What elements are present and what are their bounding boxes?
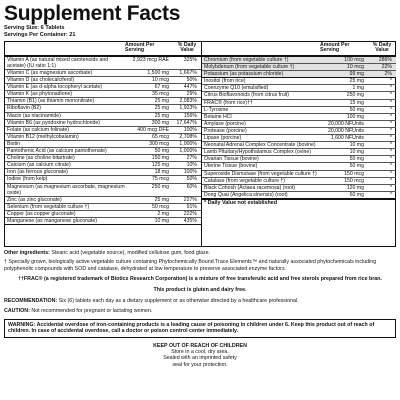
nutrient-amount: 50 mg: [349, 106, 364, 113]
nutrient-amount: 150 mcg: [344, 177, 364, 184]
nutrient-row: [5, 197, 201, 204]
nutrient-row: [5, 211, 201, 218]
nutrient-dv: *: [389, 99, 392, 106]
nutrient-row: [202, 85, 396, 92]
left-header: [5, 42, 201, 57]
other-ingredients: [4, 250, 396, 256]
nutrient-dv: 1,000%: [179, 140, 197, 147]
nutrient-row: [202, 78, 396, 85]
nutrient-dv: 2,083%: [179, 98, 197, 105]
nutrient-name: Inositol (from rice): [204, 78, 246, 85]
nutrient-name: Iodine (from kelp): [7, 176, 48, 183]
nutrient-amount: 10 mcg: [346, 64, 364, 71]
nutrient-name: Vitamin B6 (as pyridoxine hydrochloride): [7, 119, 101, 126]
nutrient-amount: 67 mg: [154, 84, 169, 91]
nutrient-name: Vitamin K (as phytonadione): [7, 91, 73, 98]
nutrient-dv: *: [389, 177, 392, 184]
nutrient-name: Potassium (as potassium chloride): [204, 71, 284, 78]
recommendation: [4, 298, 396, 304]
nutrient-amount: 15 mg: [349, 99, 364, 106]
dv-header: % Daily Value: [177, 41, 197, 54]
nutrient-dv: 17,647%: [176, 119, 197, 126]
nutrient-dv: 447%: [183, 84, 197, 91]
nutrient-dv: *: [389, 92, 392, 99]
nutrient-amount: 50 mg: [349, 163, 364, 170]
nutrient-dv: 227%: [183, 196, 197, 203]
nutrient-row: [5, 84, 201, 91]
nutrient-dv: 91%: [186, 203, 197, 210]
nutrient-row: [5, 77, 201, 84]
storage-line: Sealed with an imprinted safety: [163, 355, 237, 362]
nutrient-dv: 1,667%: [179, 70, 197, 76]
nutrient-name: Chromium (from vegetable culture †): [204, 57, 289, 63]
nutrient-row: [5, 98, 201, 105]
nutrient-dv: 50%: [186, 77, 197, 84]
nutrient-amount: 120 mg: [346, 184, 364, 191]
nutrient-amount: 1,600 NFUnits: [330, 135, 364, 142]
nutrient-amount: 300 mcg: [149, 140, 169, 147]
nutrient-name: Biotin: [7, 140, 20, 147]
nutrient-name: Lipase (porcine): [204, 135, 242, 142]
nutrient-row: [5, 148, 201, 155]
nutrient-row: [5, 204, 201, 211]
iron-warning-box: WARNING: Accidental overdose of iron-containing products is a leading cause of poisoning in children under 6. Keep this product out of reach of children. In case of accidental overdose, call a doctor or poison control center immediately.: [4, 319, 396, 338]
nutrient-amount: 100 mcg: [344, 57, 364, 63]
nutrient-name: Amylase (porcine): [204, 120, 246, 127]
nutrient-row: [202, 92, 396, 99]
nutrient-amount: 25 mg: [154, 105, 169, 112]
nutrient-row: [202, 71, 396, 78]
recommendation-label: RECOMMENDATION:: [4, 298, 58, 305]
nutrient-name: Folate (as calcium folinate): [7, 126, 69, 133]
nutrient-name: Vitamin E (as d-alpha tocopheryl acetate): [7, 84, 103, 91]
nutrient-dv: *: [389, 113, 392, 120]
nutrient-row: [5, 70, 201, 77]
storage-block: [4, 343, 396, 368]
nutrient-name: Protease (porcine): [204, 127, 247, 134]
nutrient-dv: *: [389, 85, 392, 92]
nutrient-row: [5, 218, 201, 225]
nutrient-amount: 250 mg: [151, 183, 169, 190]
nutrient-name: Black Cohosh (Actaea racemosa) (root): [204, 184, 296, 191]
nutrient-row: [202, 135, 396, 142]
nutrient-name: Citrus Bioflavonoids (from citrus fruit): [204, 92, 290, 99]
frac-note: ††FRAC® (a registered trademark of Biotics Research Corporation) is a mixture of free transferulic acid and free sterols prepared from rice bran.: [18, 276, 382, 283]
nutrient-name: Vitamin A (as natural mixed carotenoids and acetate) (IU ratio 1:1): [7, 57, 109, 69]
left-column: [5, 42, 201, 246]
nutrient-row: [5, 184, 201, 197]
right-rows: [202, 78, 396, 199]
nutrient-dv: 22%: [381, 64, 392, 71]
culture-note: † Specially grown, biologically active vegetable culture containing Phytochemically Bound Trace Elements™ and naturally associated phytochemicals including polyphenolic compounds with SOD and catalase, dehydrated at low temperature to preserve associated enzyme factors.: [4, 259, 377, 272]
amount-header: Amount Per Serving: [125, 41, 155, 54]
nutrient-dv: 286%: [378, 57, 392, 63]
nutrient-dv: *: [389, 191, 392, 198]
nutrient-amount: 150 mg: [151, 155, 169, 162]
nutrient-row: [202, 149, 396, 156]
nutrient-dv: *: [389, 135, 392, 142]
right-column: [202, 42, 396, 246]
nutrient-dv: 156%: [183, 112, 197, 119]
nutrient-amount: 25 mg: [154, 98, 169, 105]
nutrient-amount: 50 mcg: [151, 203, 169, 210]
nutrient-name: Choline (as choline bitartrate): [7, 155, 75, 162]
nutrient-dv: 2%: [384, 71, 392, 78]
nutrient-amount: 1 mg: [352, 85, 364, 92]
nutrient-name: Thiamin (B1) (as thiamin mononitrate): [7, 98, 95, 105]
nutrient-row: [202, 142, 396, 149]
nutrient-row: [5, 113, 201, 120]
nutrient-row: [202, 163, 396, 170]
nutrient-name: Vitamin B12 (methylcobalamin): [7, 133, 79, 140]
nutrient-dv: 100%: [183, 126, 197, 133]
nutrient-amount: 125 mg: [151, 162, 169, 169]
nutrient-name: Pantothenic Acid (as calcium pantothenate): [7, 148, 107, 155]
nutrient-dv: 27%: [186, 155, 197, 162]
nutrient-dv: 1,923%: [179, 105, 197, 112]
nutrient-name: Catalase (from vegetable culture †): [204, 177, 286, 184]
nutrient-name: Iron (as ferrous gluconate): [7, 169, 68, 176]
servings-per-container: Servings Per Container: 21: [4, 32, 76, 38]
nutrient-row: [5, 127, 201, 134]
amount-header: Amount Per Serving: [320, 41, 350, 54]
gluten-note: This product is gluten and dairy free.: [153, 286, 247, 293]
nutrient-row: [5, 162, 201, 169]
nutrient-amount: 50 mg: [154, 148, 169, 155]
nutrient-row: [5, 120, 201, 127]
nutrient-name: Dong Quai (Angelica sinensis) (root): [204, 191, 288, 198]
nutrient-row: [5, 105, 201, 112]
other-ingredients-label: Other ingredients:: [4, 250, 50, 256]
nutrient-row: [5, 91, 201, 98]
nutrient-amount: 10 mg: [349, 149, 364, 156]
nutrient-name: FRAC® (from rice)††: [204, 99, 253, 106]
nutrient-name: Calcium (as calcium citrate): [7, 162, 71, 169]
nutrient-name: Copper (as copper gluconate): [7, 210, 76, 217]
nutrient-amount: 20,000 NFUnits: [327, 127, 364, 134]
supplement-facts-title: Supplement Facts: [4, 2, 181, 25]
nutrient-name: Selenium (from vegetable culture †): [7, 203, 90, 210]
nutrient-amount: 10 mcg: [151, 77, 169, 84]
nutrient-dv: *: [389, 170, 392, 177]
nutrient-row: [202, 114, 396, 121]
nutrient-amount: 65 mcg: [151, 133, 169, 140]
nutrient-name: Superoxide Dismutase (from vegetable culture †): [204, 170, 317, 177]
nutrient-amount: 25 mg: [349, 78, 364, 85]
nutrient-row: [202, 185, 396, 192]
facts-panel: [4, 41, 396, 247]
nutrient-name: L-Tyrosine: [204, 106, 229, 113]
storage-line: Store in a cool, dry area.: [171, 348, 229, 355]
nutrient-amount: 150 mcg: [344, 170, 364, 177]
nutrient-name: Lamb Pituitary/Hypothalamus Complex (ovine): [204, 149, 311, 156]
nutrient-name: Neonatal Adrenal Complex Concentrate (bovine): [204, 142, 316, 149]
nutrient-dv: 325%: [183, 57, 197, 63]
other-ingredients-text: Stearic acid (vegetable source), modified cellulose gum, food glaze.: [51, 250, 211, 256]
right-header: [202, 42, 396, 57]
nutrient-row: [202, 57, 396, 64]
nutrient-row: [202, 64, 396, 71]
caution-label: CAUTION:: [4, 308, 30, 315]
nutrient-amount: 35 mcg: [151, 91, 169, 98]
nutrient-amount: 100 mg: [346, 113, 364, 120]
nutrient-name: Magnesium (as magnesium ascorbate, magnesium oxide): [7, 183, 125, 196]
nutrient-name: Manganese (as manganese gluconate): [7, 217, 97, 224]
nutrient-row: [5, 134, 201, 141]
nutrient-row: [202, 156, 396, 163]
nutrient-row: [202, 121, 396, 128]
nutrient-row: [5, 176, 201, 183]
nutrient-name: Betaine HCl: [204, 113, 232, 120]
nutrient-dv: *: [389, 163, 392, 170]
left-rows: [5, 57, 201, 225]
keep-out-title: KEEP OUT OF REACH OF CHILDREN: [153, 342, 247, 349]
nutrient-row: [5, 141, 201, 148]
nutrient-dv: 10%: [186, 162, 197, 169]
nutrient-dv: *: [389, 127, 392, 134]
nutrient-dv: 100%: [183, 169, 197, 176]
nutrient-dv: *: [389, 106, 392, 113]
nutrient-row: [202, 107, 396, 114]
nutrient-name: Ovarian Tissue (bovine): [204, 156, 259, 163]
nutrient-amount: 250 mg: [346, 92, 364, 99]
nutrient-row: [5, 155, 201, 162]
nutrient-dv: *: [389, 156, 392, 163]
nutrient-dv: *: [389, 184, 392, 191]
right-rows-top: [202, 57, 396, 78]
nutrient-dv: 2,708%: [179, 133, 197, 140]
nutrient-amount: 25 mg: [154, 196, 169, 203]
nutrient-amount: 75 mcg: [151, 176, 169, 183]
nutrient-amount: 2 mg: [157, 210, 169, 217]
nutrient-name: Riboflavin (B2): [7, 105, 42, 112]
nutrient-dv: 29%: [186, 91, 197, 98]
caution-text: Not recommended for pregnant or lactating women.: [31, 308, 153, 315]
nutrient-dv: 1,000%: [179, 148, 197, 155]
dv-footnote: * Daily Value not established: [202, 199, 396, 207]
nutrient-amount: 99 mg: [349, 71, 364, 78]
nutrient-amount: 18 mg: [154, 169, 169, 176]
nutrient-dv: 60%: [186, 183, 197, 190]
nutrient-row: [202, 192, 396, 199]
serving-size: Serving Size: 6 Tablets: [4, 25, 65, 31]
nutrient-dv: *: [389, 120, 392, 127]
nutrient-name: Vitamin C (as magnesium ascorbate): [7, 70, 93, 76]
recommendation-text: Six (6) tablets each day as a dietary supplement or as otherwise directed by a healthcare professional.: [58, 298, 299, 305]
nutrient-amount: 20,000 NFUnits: [327, 120, 364, 127]
nutrient-name: Zinc (as zinc gluconate): [7, 196, 62, 203]
nutrient-amount: 2,923 mcg RAE: [132, 57, 169, 63]
nutrient-name: Niacin (as niacinamide): [7, 112, 61, 119]
nutrient-amount: 300 mg: [151, 119, 169, 126]
nutrient-row: [202, 178, 396, 185]
nutrient-row: [5, 57, 201, 70]
nutrient-row: [202, 128, 396, 135]
nutrient-dv: *: [389, 142, 392, 149]
nutrient-dv: *: [389, 149, 392, 156]
nutrient-amount: 50 mg: [349, 156, 364, 163]
nutrient-amount: 1,500 mg: [147, 70, 169, 76]
dv-header: % Daily Value: [372, 41, 392, 54]
caution: [4, 308, 396, 314]
nutrient-row: [202, 171, 396, 178]
nutrient-amount: 10 mg: [154, 217, 169, 224]
nutrient-name: Vitamin D (as cholecalciferol): [7, 77, 75, 84]
nutrient-name: Molybdenum (from vegetable culture †): [204, 64, 295, 71]
nutrient-dv: *: [389, 78, 392, 85]
nutrient-amount: 25 mg: [154, 112, 169, 119]
nutrient-row: [202, 100, 396, 107]
nutrient-name: Uterine Tissue (bovine): [204, 163, 258, 170]
storage-line: seal for your protection.: [172, 361, 228, 368]
nutrient-amount: 10 mg: [349, 142, 364, 149]
nutrient-amount: 400 mcg DFE: [137, 126, 169, 133]
nutrient-dv: 50%: [186, 176, 197, 183]
nutrient-dv: 222%: [183, 210, 197, 217]
nutrient-dv: 435%: [183, 217, 197, 224]
nutrient-row: [5, 169, 201, 176]
nutrient-amount: 60 mg: [349, 191, 364, 198]
nutrient-name: Coenzyme Q10 (emulsified): [204, 85, 269, 92]
